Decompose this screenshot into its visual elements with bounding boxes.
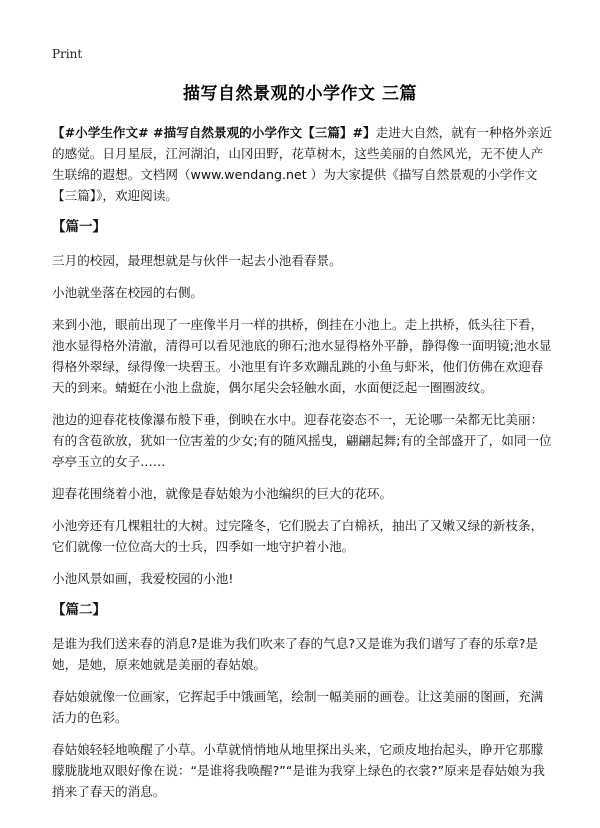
intro-tags: 【#小学生作文# #描写自然景观的小学作文【三篇】#】 <box>52 125 376 140</box>
paragraph: 春姑娘轻轻地唤醒了小草。小草就悄悄地从地里探出头来，它顽皮地抬起头，睁开它那朦朦胧胧地双眼好像在说：“是谁将我唤醒?”“是谁为我穿上绿色的衣裳?”原来是春姑娘为我捎来了春天的消息。 <box>52 742 545 799</box>
print-link[interactable]: Print <box>52 47 83 61</box>
paragraph: 池边的迎春花枝像瀑布般下垂，倒映在水中。迎春花姿态不一，无论哪一朵都无比美丽：有的含苞欲放，犹如一位害羞的少女;有的随风摇曳，翩翩起舞;有的全部盛开了，如同一位亭亭玉立的女子…… <box>52 412 552 469</box>
article-body <box>52 122 552 813</box>
intro-paragraph <box>52 122 552 206</box>
paragraph: 小池风景如画，我爱校园的小池! <box>52 571 234 586</box>
paragraph: 小池旁还有几棵粗壮的大树。过完隆冬，它们脱去了白棉袄，抽出了又嫩又绿的新枝条，它们就像一位位高大的士兵，四季如一地守护着小池。 <box>52 518 544 554</box>
section-heading-1: 【篇一】 <box>52 219 106 235</box>
page-title: 描写自然景观的小学作文 三篇 <box>183 84 417 104</box>
paragraph: 三月的校园，最理想就是与伙伴一起去小池看春景。 <box>52 253 342 268</box>
paragraph: 春姑娘就像一位画家，它挥起手中饿画笔，绘制一幅美丽的画卷。让这美丽的图画，充满活力的色彩。 <box>52 689 544 725</box>
paragraph: 是谁为我们送来春的消息?是谁为我们吹来了春的气息?又是谁为我们谱写了春的乐章?是她，是她，原来她就是美丽的春姑娘。 <box>52 636 539 672</box>
paragraph: 迎春花围绕着小池，就像是春姑娘为小池编织的巨大的花环。 <box>52 486 393 501</box>
paragraph: 小池就坐落在校园的右侧。 <box>52 285 204 300</box>
section-heading-2: 【篇二】 <box>52 602 106 618</box>
intro-text: 走进大自然，就有一种格外亲近的感觉。日月星辰，江河湖泊，山冈田野，花草树木，这些美丽的自然风光，无不使人产生联绵的遐想。文档网（www.wendang.net ）为大家提供《描写自然景观的小学作文【三篇】》，欢迎阅读。 <box>52 125 552 203</box>
paragraph: 来到小池，眼前出现了一座像半月一样的拱桥，倒挂在小池上。走上拱桥，低头往下看，池水显得格外清澈，清得可以看见池底的卵石;池水显得格外平静，静得像一面明镜;池水显得格外翠绿，绿得像一块碧玉。小池里有许多欢蹦乱跳的小鱼与虾米，他们仿佛在欢迎春天的到来。蜻蜓在小池上盘旋，偶尔尾尖会轻触水面，水面便泛起一圈圈波纹。 <box>52 317 552 395</box>
